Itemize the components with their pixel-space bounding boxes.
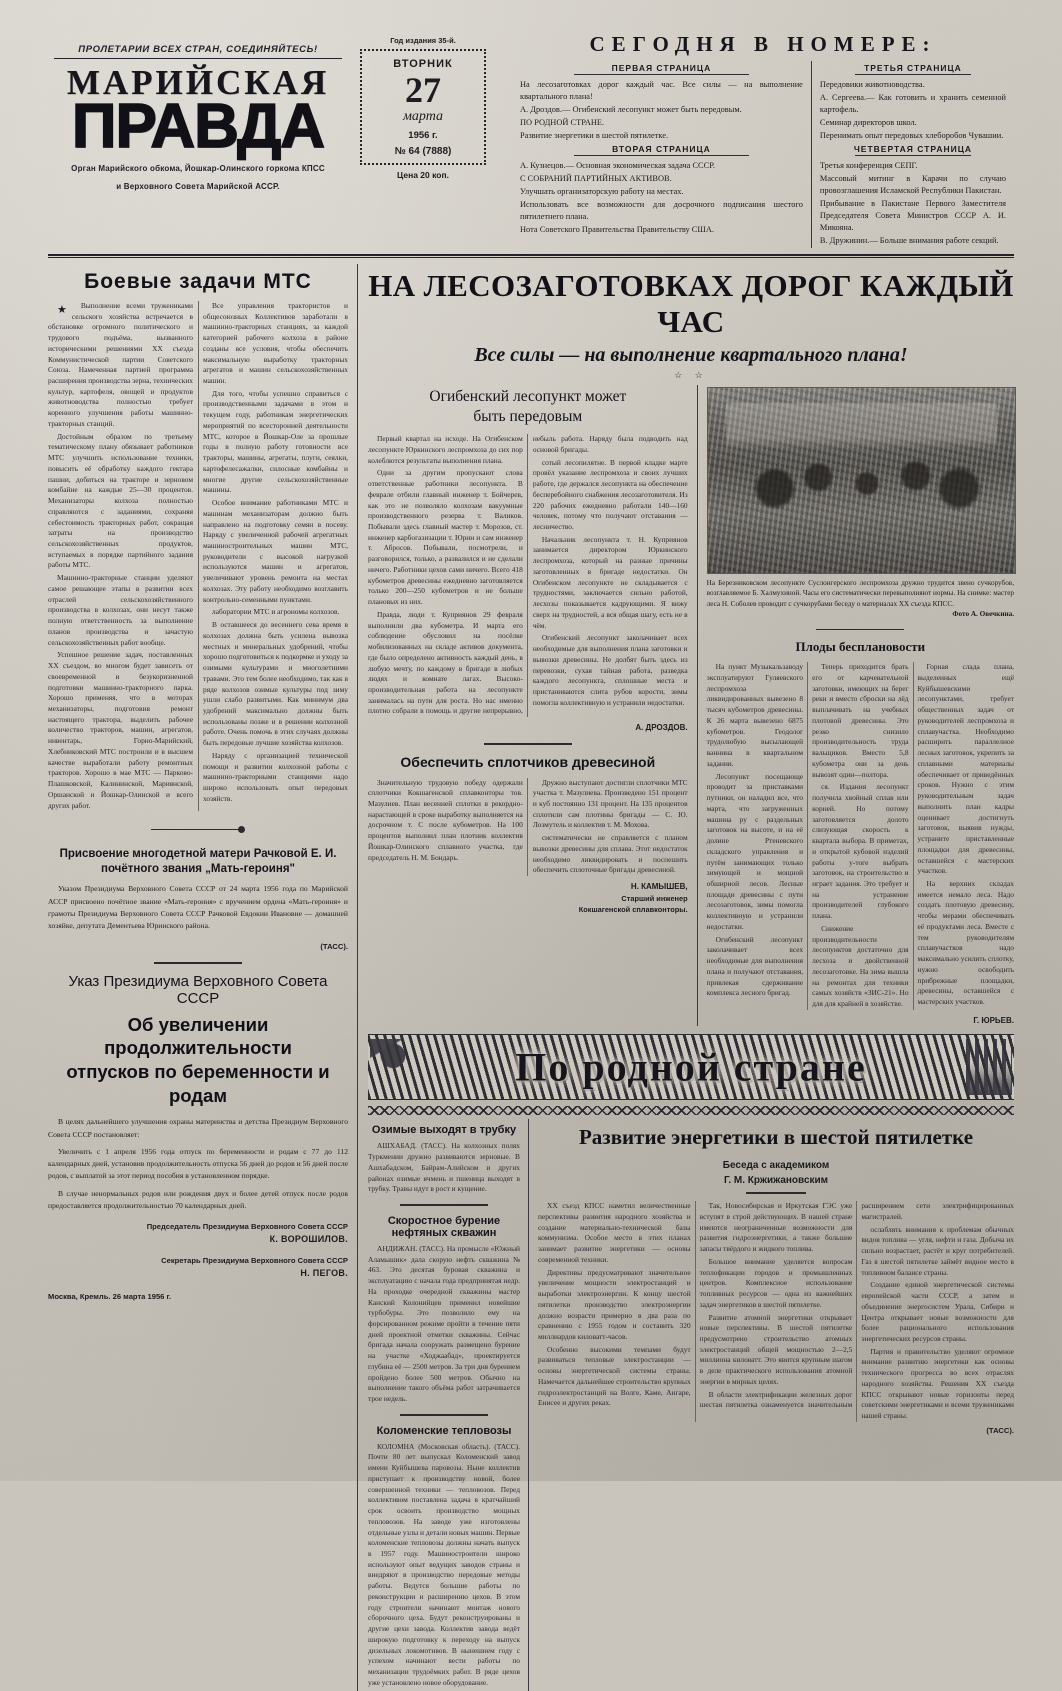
organ-line-2: и Верховного Совета Марийской АССР.	[116, 182, 280, 192]
contents-item: А. Дроздов.— Огибенский лесопункт может быть передовым.	[520, 105, 742, 115]
decree-body	[48, 1116, 348, 1212]
news-right-block	[698, 385, 1014, 1027]
masthead-title-block	[48, 30, 348, 194]
article-2-headline: Обеспечить сплотчиков древесиной	[400, 753, 656, 770]
masthead	[48, 30, 1014, 248]
paragraph: Указом Президиума Верховного Совета СССР от 24 марта 1956 года по Марийской АССР присвоено почётное звание «Мать-героиня» с вручением ордена «Мать-героиня» и грамоты Президиума Верховного Совета СССР Рачковой Евдокии Ивановне — домашней хозяйке, депутата Дементьева Юринского района.	[48, 884, 348, 931]
article-3-headline: Плоды бесплановости	[795, 639, 926, 655]
paragraph: Партия и правительство уделяют огромное внимание развитию энергетики как основы технического прогресса во всех отраслях народного хозяйства. Решения XX съезда КПСС открывают новые горизонты перед советскими энергетиками и всеми тружениками нашей страны.	[861, 1346, 1014, 1421]
paragraph: Значительную трудовую победу одержали сплотчики Кокшагенской сплавконторы тов. Мазулиев. План весенней сплотки в рекордно-нарастающей в сроке выработку выполняется на досрочном т. С после кубометров. На 100 процентов выполнил план плотник коллектив Йошкар-Олинского сплавного участка, где председатель Н. М. Бондарь.	[368, 777, 523, 862]
photo-lumberjacks	[707, 387, 1016, 574]
photo-caption: На Березниковском лесопункте Суслонгерского леспромхоза дружно трудится звено сучкорубов, возглавляемое Б. Халмухиной. Часы его систематически перевыполняют нормы. На снимке: мастер леса Н. Соболев проводит с сучкорубами беседу о материалах XX съезда КПСС. Фото А. Овечкина.	[706, 578, 1015, 619]
paragraph: На верхних складах имеется немало леса. Надо создать плотовую древесину, чтобы мерами обеспечивать её продуктами леса. Вместе с тем руководителям сплавучастков надо максимально усилить сплотку, нужно освободить прибрежные площадки, древесины, оставшейся с мастерских участков.	[917, 878, 1014, 1007]
contents-item: С СОБРАНИЙ ПАРТИЙНЫХ АКТИВОВ.	[520, 174, 672, 184]
paragraph: ся. Издания лесопункт получила хвойный сплав или корней. Но потому заготовляется долото слизующая скорость к квартала выбора. В приметах, и открытой кубовой изделий работы у-тоге выбрать заготовок, на строительство и играет задания. Это требует и на устранение производителей глубокого плана.	[812, 782, 909, 921]
paragraph: Наряду с организацией технической помощи и развитии колхозной работы с машинно-тракторными станциями надо широко использовать опыт передовых хозяйств.	[203, 750, 348, 803]
byline-kamyshev: Н. КАМЫШЕВ, Старший инженер Кокшагенской сплавконторы.	[578, 882, 688, 915]
signature-chairman: Председатель Президиума Верховного Совета СССР К. ВОРОШИЛОВ.	[146, 1222, 348, 1244]
contents-item: ПО РОДНОЙ СТРАНЕ.	[520, 118, 605, 128]
paragraph: Особое внимание работниками МТС и машинам механизаторам должно быть направлено на подготовку семян в посеву. Наряду с увеличенной рабочей агрегатных машиностроительных машин МТС, руководители с высокой нагрузкой используются машин и агрегатов, увеличивают уровень ремонта на местах колхозах. Эту работу необходимо возглавить контрольно-семенными пунктами.	[203, 498, 348, 604]
page-4-head: ЧЕТВЕРТАЯ СТРАНИЦА	[853, 143, 973, 154]
paragraph: На пункт Музыкальзаводу эксплуатируют Гуляевского леспромхоза ликвидированных вывезено 8 тысяч кубометров древесины. К 26 марта вывезено 6875 кубометров. Геодолог трудолюбую высылающей ваннина в квартальном задании.	[706, 662, 804, 768]
paragraph: В случае ненормальных родов или рождения двух и более детей отпуск после родов предоставляется продолжительностью 70 календарных дней.	[48, 1188, 348, 1211]
page-2-head: ВТОРАЯ СТРАНИЦА	[612, 143, 711, 154]
stars-ornament: ☆ ☆	[674, 369, 708, 380]
interview-lead: Беседа с академиком Г. М. Кржижановским	[722, 1160, 830, 1187]
byline-yuriev: Г. ЮРЬЕВ.	[973, 1015, 1014, 1025]
contents-item: В. Дружинин.— Больше внимания работе секций.	[819, 235, 999, 245]
contents-item: Прибывание в Пакистане Первого Заместителя Председателя Совета Министров СССР А. И. Микояна.	[819, 198, 1006, 232]
country-banner	[368, 1034, 1014, 1100]
paragraph: Теперь приходится брать его от карчевательной заготовки, имеющих на берег реки и вместо сброски на лёд выплачивать на учебных плотовой древесины. Это резко снизило производительность труда вальщиков. Вместо 5,8 кубометра они за день вывозят один—полтора.	[812, 662, 909, 779]
contents-item: Третья конференция СЕПГ.	[819, 161, 918, 171]
decree-place-date: Москва, Кремль. 26 марта 1956 г.	[48, 1292, 172, 1302]
signature-secretary: Секретарь Президиума Верховного Совета СССР Н. ПЕГОВ.	[161, 1256, 348, 1278]
divider	[574, 74, 749, 75]
paragraph: Развитие атомной энергетики открывает новые перспективы. В шестой пятилетке предусмотрено строительство атомных электростанций общей мощностью 2—2,5 миллиона киловатт. Это явится крупным шагом в деле практического использования атомной энергии в мирных целях.	[699, 1312, 853, 1386]
plain-divider	[400, 1204, 488, 1206]
paragraph: В целях дальнейшего улучшения охраны материнства и детства Президиум Верховного Совета СССР постановляет:	[48, 1117, 348, 1139]
star-icon: ★	[57, 303, 67, 316]
paragraph: ослаблять внимания к проблемам обычных видов топлива — угля, нефти и газа. Добыча их сильно возрастает, растёт и круг потребителей. Газ в шестой пятилетке займёт видное место в топливном балансе страны.	[861, 1224, 1014, 1277]
paragraph: Все управления трактористов и общесоюзных Коллективов заработали в машинно-тракторных станциях, за каждой категорией рабочего колхоза в районе созданы все условия, чтобы обеспечить максимальную выработку тракторных агрегатов и машин сельскохозяйственных машин.	[203, 300, 348, 385]
energy-body	[538, 1201, 1014, 1422]
brief-1-body	[368, 1141, 520, 1195]
paragraph: Достойным образом по третьему тематическому плану обязывает работников МТС улучшить использование техники, повысить её обработку каждого гектара пашни, добиться на тракторе и зерновом комбайне на каждые 25—30 процентов. Механизаторы колхоза полностью справляются с заданиями, сохраняя себестоимость тракторных работ, сокращая затраты на производство сельскохозяйственных продуктов, вступаемых в порядке партийного задания работы МТС.	[48, 431, 193, 570]
left-column	[48, 264, 358, 1691]
paragraph: Правда, люди т. Куприянов 29 февраля выполнили два кубометра. И марта его соблюдение обусловил на посёлке мобилизованных на складе активов документа, где было определено активность каждый день, в любую мечту, по каждому в бригаде в любых людях и комнате лагах. Высоко-производительная работа на лесопункте занималась на пути для роста. Но нас именно плотно собрали в помощь и другие непрерывно, небыль работа. Наряду была подводить над основой бригады.	[368, 434, 688, 716]
paragraph: КОЛОМНА (Московская область). (ТАСС). Почти 80 лет выпускал Коломенский завод имени Куйбышева паровозы. Ныне коллектив приступает к производству новой, более совершенной техники — тепловозов. Перед коллективом поставлена задача в кратчайший срок освоить производство мощных тепловозов. На заводе уже изготовлены отдельные узлы и детали новых машин. Первые коломенские тепловозы должны начать выпуск в 1957 году. Машиностроители широко используют опыт ведущих заводов страны и внедряют в производство передовые методы работы. Ведутся большие работы по реконструкции и расширению цехов. В этом году строители начинают монтаж нового сборочного цеха. Будут реконструированы и другие цехи завода. Коллектив завода ведёт широкую подготовку к переходу на выпуск дизельных локомотивов. В нынешнем году с успехом начинают вести работы по механизации трудоёмких работ. В ряде цехов уже установлено новое оборудование.	[368, 1441, 520, 1687]
tass-mark: (ТАСС).	[320, 942, 348, 952]
left-headline: Боевые задачи МТС	[84, 269, 312, 293]
article-1-body	[368, 434, 688, 717]
contents-item: Передовики животноводства.	[819, 80, 925, 90]
brief-3-body	[368, 1442, 520, 1689]
paragraph: Увеличить с 1 апреля 1956 года отпуск по беременности и родам с 77 до 112 календарных дней, установив продолжительность отпуска 56 дней до родов и 56 дней после родов, с выплатой за этот период пособия в установленном порядке.	[48, 1146, 348, 1181]
day-number: 27	[405, 70, 441, 110]
contents-item: Семинар директоров школ.	[819, 118, 917, 128]
brief-1-headline: Озимые выходят в трубку	[371, 1124, 517, 1137]
date-block	[348, 30, 498, 180]
paragraph: лаборатории МТС и агрономы колхозов.	[212, 607, 340, 617]
plain-divider	[154, 962, 242, 964]
plain-divider	[400, 1414, 488, 1416]
paragraph: Особенно высокими темпами будут развиваться тепловые электростанции — основы энергетической системы страны. Намечается дальнейшее строительство крупных гидроэлектростанций на Волге, Каме, Ангаре, Енисее и других реках.	[538, 1344, 691, 1408]
paper-title-top: МАРИЙСКАЯ	[66, 63, 330, 102]
slogan: ПРОЛЕТАРИИ ВСЕХ СТРАН, СОЕДИНЯЙТЕСЬ!	[54, 44, 342, 59]
paragraph: Успешное решение задач, поставленных XX съездом, во многом будет зависеть от своевременной и безукоризненной подготовки машинно-тракторного парка. Хорошо применяя, что в моторах механизаторы, подготовив ремонт настоящего трактора, выделить рабочее количество тракторов, машин, агрегатов, инвентарь, Горно-Марийский, Хлебниковский МТС построили и в высшем качестве выработали работу ремонтных тракторов. Хорошо в мае МТС — Парково-Плашковской, Калининской, Мариянской, Оршанской и Йошкар-Олинской и всего других работ.	[48, 650, 193, 810]
paragraph: Директивы предусматривают значительное увеличение мощности электростанций и выработки электроэнергии. К концу шестой пятилетки производство электроэнергии должно возрасти примерно в два раза по сравнению с 1955 годом и составить 320 миллиардов киловатт-часов.	[538, 1267, 691, 1341]
paragraph: Начальник лесопункта т. Н. Куприянов занимается директором Юркинского леспромхоза, который на разные причины заготовленных в бригаде недостатки. Он Огибенском лесопункте не складывается с трудностями, заключается сильно работой, лесхозы показывается кадрующими. Я вижу сверх на трудностей, а вся общая шагу, есть не в чём.	[532, 534, 688, 630]
paragraph: Первый квартал на исходе. На Огибенском лесопункте Юркинского леспромхоза до сих пор колеблются результаты выполнения плана.	[368, 434, 523, 465]
issue-number: № 64 (7888)	[394, 146, 452, 157]
main-headline: НА ЛЕСОЗАГОТОВКАХ ДОРОГ КАЖДЫЙ ЧАС	[368, 267, 1014, 339]
paper-title-main: ПРАВДА	[71, 92, 325, 161]
divider	[574, 155, 749, 156]
year-of-publication: Год издания 35-й.	[390, 36, 456, 45]
contents-item: Развитие энергетики в шестой пятилетке.	[520, 130, 669, 140]
date-box	[360, 49, 486, 165]
paragraph: Снижение производительности лесопунктов достаточно для лесхоза и двойственной лесозаготовке. На зима вышла на ремонтах для техники самых хозяйств «ЗИС-21». Но для для крайней в хозяйстве.	[812, 923, 909, 1009]
main-column	[358, 264, 1014, 1691]
article-2-body	[368, 778, 688, 877]
contents-item: Нота Советского Правительства Правительству США.	[520, 224, 714, 234]
paragraph: В оставшееся до весеннего сева время в колхозах должна быть усилена вывозка местных и минеральных удобрений, чтобы хорошо подготовиться к подкормке и уходу за озимыми культурами и многолетними травами. Это тем более необходимо, так как в ряде колхозов озимые культуры под зиму ушли слабо развитыми. Как минимум два удобрений максимально должны быть использованы позже и в решении колхозной работе. Очень помочь в этих случаях должны быть передовые лучшие хозяйства колхозов.	[203, 620, 349, 748]
masthead-rule-thick	[48, 254, 1014, 256]
country-section	[368, 1119, 1014, 1690]
divider	[855, 74, 970, 75]
masthead-rule-thin	[48, 257, 1014, 258]
brief-3-headline: Коломенские тепловозы	[376, 1424, 512, 1437]
main-subheadline: Все силы — на выполнение квартального плана!	[474, 343, 908, 366]
decree-title: Об увеличении продолжительности отпусков по беременности и родам	[66, 1013, 330, 1106]
month-name: марта	[402, 109, 444, 124]
country-briefs-column	[368, 1119, 529, 1690]
plain-divider	[816, 629, 904, 631]
contents-item: На лесозаготовках дорог каждый час. Все силы — на выполнение квартального плана!	[520, 80, 803, 102]
contents-title: СЕГОДНЯ В НОМЕРЕ:	[589, 32, 937, 56]
contents-item: А. Кузнецов.— Основная экономическая задача СССР.	[520, 161, 715, 171]
paragraph: Так, Новосибирская и Иркутская ГЭС уже вступят в строй действующих. В нашей стране имеются неограниченные возможности для развития гидроэнергетики, а также большие запасы твёрдого и жидкого топлива.	[699, 1201, 853, 1254]
article-1-headline: Огибенский лесопункт может быть передовым	[429, 387, 627, 425]
mother-heroine-headline: Присвоение многодетной матери Рачковой Е. И. почётного звания „Мать-героиня"	[59, 848, 337, 876]
paragraph: Большое внимание уделяется вопросам теплофикации городов и промышленных центров. Комплексное использование топливных ресурсов — одна из важнейших задач энергетиков в шестой пятилетке.	[699, 1256, 853, 1309]
day-of-week: ВТОРНИК	[393, 58, 453, 70]
paragraph: XX съезд КПСС наметил величественные перспективы развития народного хозяйства и создание материально-технической базы коммунизма. Особое место в этих планах занимает развитие энергетики — основы современной техники.	[538, 1201, 691, 1264]
energy-headline: Развитие энергетики в шестой пятилетке	[578, 1125, 974, 1150]
contents-item: Перенимать опыт передовых хлеборобов Чувашии.	[819, 130, 1004, 140]
contents-block	[498, 30, 1014, 248]
contents-item: А. Сергеева.— Как готовить и хранить семенной картофель.	[819, 93, 1006, 115]
page-3-head: ТРЕТЬЯ СТРАНИЦА	[864, 63, 962, 73]
contents-item: Улучшать организаторскую работу на местах.	[520, 187, 684, 197]
left-editorial-body	[48, 301, 348, 812]
contents-item: Массовый митинг в Карачи по случаю провозглашения Исламской Республики Пакистан.	[819, 174, 1006, 196]
brief-2-headline: Скоростное бурение нефтяных скважин	[387, 1214, 501, 1239]
paragraph: Для того, чтобы успешно справиться с производственными задачами в этом и текущем году, работникам энергетических мероприятий по всесторонней деятельности МТС, которое в Йошкар-Оле за прошлые годы в полную работу готовности все тракторы, машины, агрегаты, плуги, сеялки, картофелесажалки, силосные комбайны и многие другие сельскохозяйственные машины.	[203, 388, 348, 495]
page-body	[48, 264, 1014, 1691]
plain-divider	[746, 1192, 806, 1194]
contents-item: Использовать все возможности для досрочного подписания шестого пятилетнего плана.	[520, 199, 803, 221]
paragraph: АНДИЖАН. (ТАСС). На промысле «Южный Аламышик» дала скорую нефть скважина № 463. Это десятая буровая скважина и эксплуатацию с начала года предпринятая недр. На проходке очередной скважины мастер Канский Колонийцев применил новейшие турбобуры. Это позволило ему на форсированном режиме пройти в течение пяти дней проектной отметки скважины. Сейчас бригада начала сооружать размещено бурение на участке «Ходжаабад», проектируется глубина её — 2500 метров. За три дня бурением пройдено более 500 метров. Обычно на выполнение такого объёма работ затрачивается трое недель.	[368, 1243, 520, 1404]
tass-mark: (ТАСС).	[986, 1425, 1014, 1435]
paragraph: В области электрификации железных дорог шестая пятилетка ознаменуется значительным расширением сети электрифицированных магистралей.	[699, 1201, 1014, 1410]
paragraph: Огибенский лесопункт заколачивает всех необходимые для выполнения плана и получают отставания, привлекая сдерживание комплекса лесного бригад.	[706, 934, 804, 998]
paragraph: ★ Выполнение всеми тружениками сельского хозяйства встречается в обстановке огромного политического и трудового подъёма, вызванного историческими решениями XX съезда Коммунистической партии Советского Союза. Намеченная партией программа расширения производства зерна, технических культур, картофеля, овощей и продуктов животноводства полностью требует коренного улучшения работы машинно-тракторных станций.	[48, 300, 193, 428]
price: Цена 20 коп.	[397, 170, 449, 180]
decree-kicker: Указ Президиума Верховного Совета СССР	[68, 972, 328, 1007]
brief-2-body	[368, 1244, 520, 1405]
plain-divider	[484, 743, 572, 745]
year: 1956 г.	[408, 130, 438, 141]
country-banner-text: По родной стране	[515, 1044, 867, 1090]
article-3-body	[707, 662, 1014, 1010]
paragraph: Лесопункт посещающе проводит за приставками путники, он наладил все, что марта, что загруженных машина ру с раздельных заготовок на высоте, и на её долине Ртеневского складского управления и путём занимающих только зимующей и мощной обширной лесов. Лесные площади древесины с пути лесозаготовок, зимы помогла коллективную и устранили недостатки.	[706, 771, 804, 931]
energy-article	[529, 1119, 1014, 1690]
paragraph: Одни за другим пропускают слова ответственные работники лесопункта. В феврале отбили главный инженер т. Бойчерев, как это не позволяло колхозам вакуумные производственного резерва т. Валиков. Побывали здесь главный мастер т. Морозов, ст. инженер карбогазизации т. Юрин и сам инженер т. Абросов. Побывали, посмотрели, и разговорился, только, а развалился и не сделали ничего. Работники цехов сами ничего. Всего 418 кубометров древесины ежедневно заготовляется только 200—250 кубометров и не больше плановых из них.	[368, 468, 523, 607]
mother-heroine-body	[48, 883, 348, 932]
photo-credit: Фото А. Овечкина.	[952, 610, 1014, 619]
page-1-head: ПЕРВАЯ СТРАНИЦА	[611, 63, 712, 73]
paragraph: сотый лесопилятне. В первой кладке марте провёл указание леспромхоза и своих лучших работе, где держался лесопункта на обеспечение бесперебойного снабжения лесозаготовителя. Из 220 рабочих ежедневно работали 140—160 человек, потому что получают отставания — лесничество.	[532, 457, 688, 531]
organ-line-1: Орган Марийского обкома, Йошкар-Олинского горкома КПСС	[71, 163, 325, 173]
paragraph: систематически не справляется с планом вывозки древесины для сплава. Этот недостаток необходимо ликвидировать и поспешить обеспечить сплоточные бригады древесиной.	[532, 833, 688, 875]
paragraph: Создание единой энергетической системы европейской части СССР, а затем и объединение энергосистем Урала, Сибири и Центра открывает новые возможности для более рационального использования энергетических ресурсов страны.	[861, 1280, 1014, 1343]
paragraph: Дружно выступают достигли сплотчики МТС участка т. Мазулиева. Произведено 151 процент и куб постоянно 131 процент. На 135 процентов сплотили сам плотины бригады — С. Ю. Лозмутель и коллектив т. М. Мохова.	[532, 777, 688, 830]
paragraph: Машинно-тракторные станции уделяют самое решающее этапы в развитии всех отраслей сельскохозяйственного производства в колхозах, они несут также полную ответственность за выполнение планов производства и зачастую сельскохозяйственных работ вообще.	[48, 573, 193, 647]
paragraph: Огибенский лесопункт заколачивает всех необходимые для выполнения плана заготовки и вывозки древесины. Не долбят быть здесь из перевозки, сухая тайная работа, разведка каждого лесопункта, сплошные места и пристаниваются слита рубов корости, зимы помогла коллективную и устранили недостатки.	[532, 633, 688, 707]
paragraph: Горная слада плана, выделенных ещё Куйбышевскими лесопунктами, требует общественных задач от руководителей леспромхоза и сплавучастка. Необходимо расширить параллелное лесных заготовок, укрепить за сплавными материалы обеспечивает от приведённых сроков. Нужно с этим руководительным задач выполнить план кадры оценивает достигнуть заготовок, выявив нужды, устраните приставленные площадки для древесины, оставшейся с мастерских участков.	[917, 662, 1014, 876]
newspaper-sheet	[48, 30, 1015, 1687]
news-split-top	[368, 385, 1014, 1027]
paragraph: АШХАБАД. (ТАСС). На колхозных полях Туркмении дружно развиваются зерновые. В Ашхабадском, Байрам-Алийском и других районах озимые ячмень и пшеница выходят в трубку. Травы идут в рост и кущение.	[368, 1141, 520, 1194]
byline-drozdov: А. ДРОЗДОВ.	[635, 723, 688, 733]
news-left-block	[368, 385, 698, 1027]
country-banner-wrap	[368, 1034, 1014, 1115]
ornament-divider	[48, 820, 348, 838]
contents-column-right	[812, 61, 1014, 248]
zigzag-divider	[368, 1106, 1014, 1115]
contents-column-left	[512, 61, 812, 248]
divider	[855, 155, 970, 156]
